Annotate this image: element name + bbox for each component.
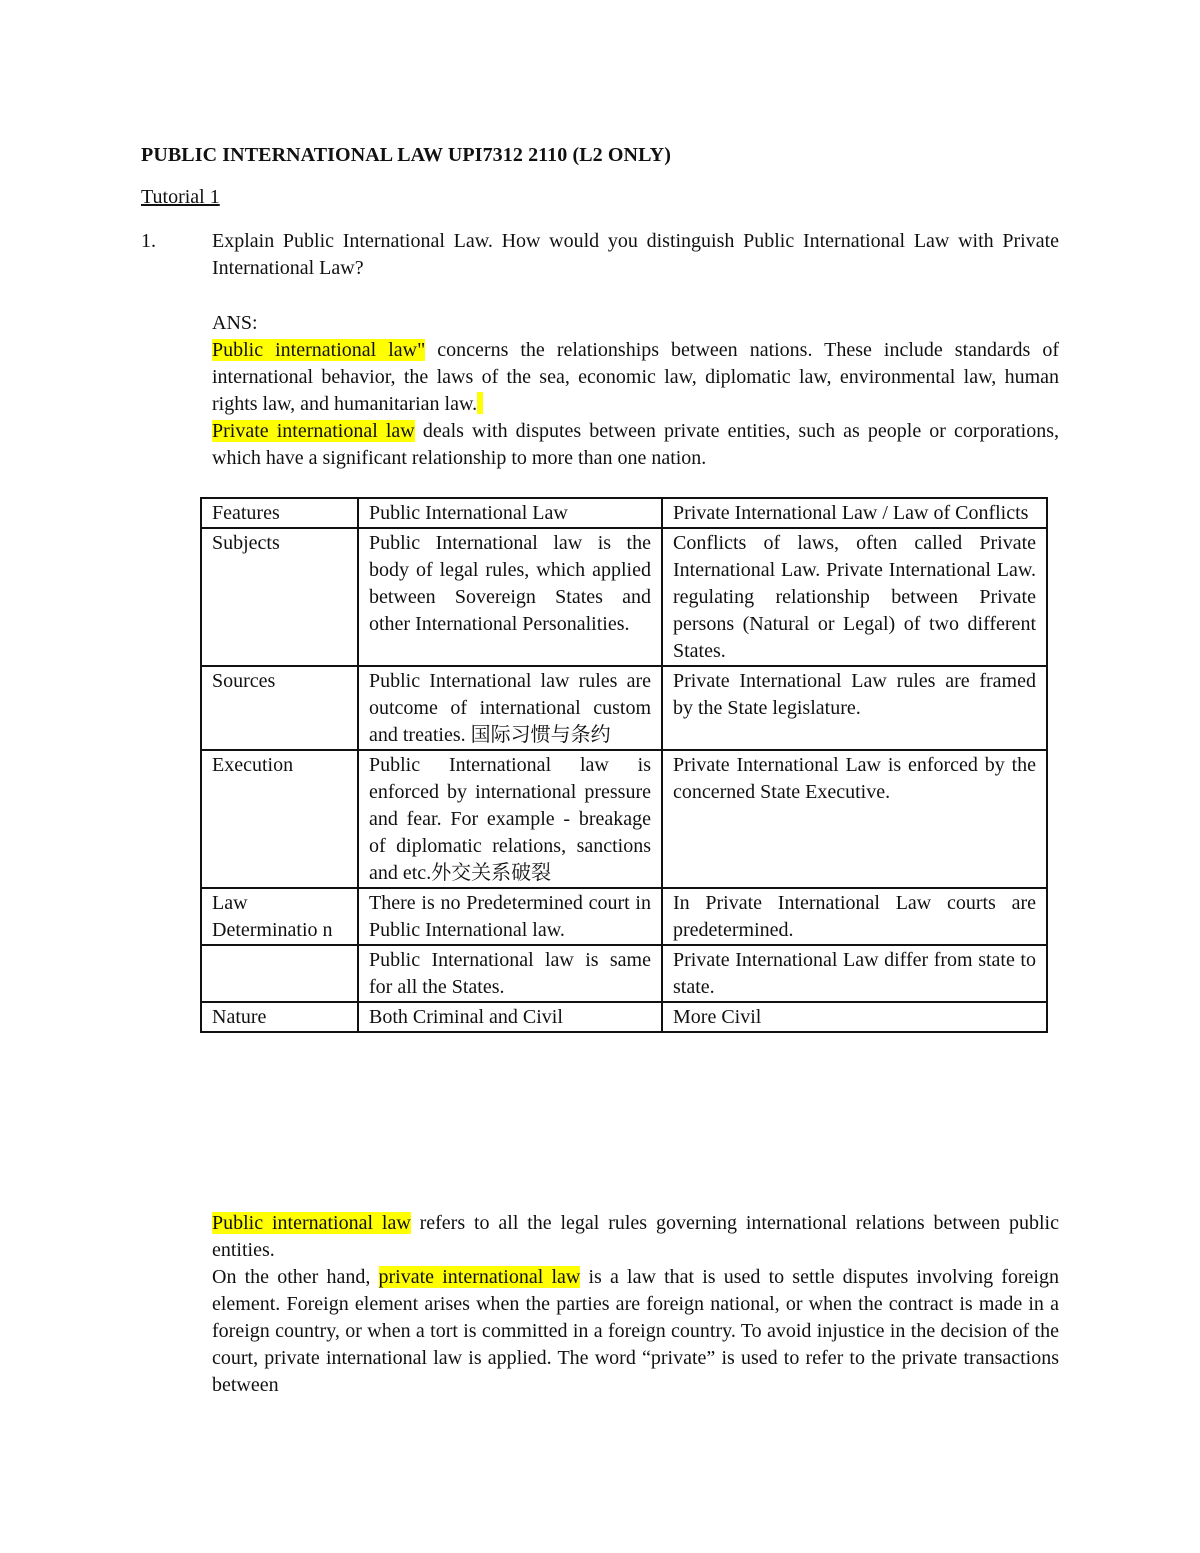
table-cell-feature: Execution xyxy=(201,750,358,888)
explanation-block xyxy=(212,1210,1059,1399)
table-cell-private: More Civil xyxy=(662,1002,1047,1032)
table-row xyxy=(201,528,1047,666)
answer-private-text: deals with disputes between private entities, such as people or corporations, which have a significant relationship to more than one nation. xyxy=(212,420,1060,469)
table-cell-public: Public International law rules are outcome of international custom and treaties. 国际习惯与条约 xyxy=(358,666,662,750)
table-header-cell: Private International Law / Law of Conflicts xyxy=(662,498,1047,528)
table-row xyxy=(201,888,1047,945)
document-title: PUBLIC INTERNATIONAL LAW UPI7312 2110 (L2 ONLY) xyxy=(141,144,671,166)
question-1 xyxy=(141,228,1059,282)
table-cell-private: Private International Law is enforced by the concerned State Executive. xyxy=(662,750,1047,888)
table-cell-public: Public International law is enforced by international pressure and fear. For example - breakage of diplomatic relations, sanctions and etc.外交关系破裂 xyxy=(358,750,662,888)
answer-label: ANS: xyxy=(212,312,258,334)
highlight-public-law: Public international law xyxy=(212,1212,411,1234)
explanation-paragraph-public xyxy=(212,1210,1059,1264)
comparison-table xyxy=(200,497,1048,1033)
table-cell-feature: Law Determinatio n xyxy=(201,888,358,945)
highlight-marker xyxy=(477,392,483,414)
highlight-public-law: Public international law" xyxy=(212,339,426,361)
table-row xyxy=(201,1002,1047,1032)
table-cell-feature: Sources xyxy=(201,666,358,750)
explanation-lead-in: On the other hand, xyxy=(212,1266,379,1288)
table-row xyxy=(201,666,1047,750)
table-cell-public: Public International law is the body of legal rules, which applied between Sovereign States and other International Personalities. xyxy=(358,528,662,666)
highlight-private-law: private international law xyxy=(378,1266,581,1288)
question-number: 1. xyxy=(141,230,156,252)
table-cell-public: Public International law is same for all the States. xyxy=(358,945,662,1002)
highlight-private-law: Private international law xyxy=(212,420,415,442)
table-cell-feature: Subjects xyxy=(201,528,358,666)
table-header-row xyxy=(201,498,1047,528)
tutorial-heading: Tutorial 1 xyxy=(141,186,220,208)
answer-public-text: concerns the relationships between nations. These include standards of international behavior, the laws of the sea, economic law, diplomatic law, environmental law, human rights law, and humanitarian law. xyxy=(212,339,1059,415)
table-cell-public: Both Criminal and Civil xyxy=(358,1002,662,1032)
answer-paragraph-private xyxy=(212,418,1059,472)
table-cell-feature: Nature xyxy=(201,1002,358,1032)
table-header-cell: Features xyxy=(201,498,358,528)
explanation-paragraph-private xyxy=(212,1264,1059,1399)
table-row xyxy=(201,750,1047,888)
table-row xyxy=(201,945,1047,1002)
table-cell-private: Conflicts of laws, often called Private International Law. Private International Law. regulating relationship between Private persons (Natural or Legal) of two different States. xyxy=(662,528,1047,666)
answer-paragraph-public xyxy=(212,337,1059,418)
table-header-cell: Public International Law xyxy=(358,498,662,528)
question-text: Explain Public International Law. How would you distinguish Public International Law with Private International Law? xyxy=(212,230,1059,279)
table-cell-private: Private International Law rules are framed by the State legislature. xyxy=(662,666,1047,750)
explanation-private-text: is a law that is used to settle disputes involving foreign element. Foreign element arises when the parties are foreign national, or when the contract is made in a foreign country, or when a tort is committed in a foreign country. To avoid injustice in the decision of the court, private international law is applied. The word “private” is used to refer to the private transactions between xyxy=(212,1266,1059,1396)
table-cell-private: In Private International Law courts are predetermined. xyxy=(662,888,1047,945)
table-cell-feature xyxy=(201,945,358,1002)
answer-block xyxy=(212,310,1059,472)
explanation-public-text: refers to all the legal rules governing international relations between public entities. xyxy=(212,1212,1059,1261)
table-cell-public: There is no Predetermined court in Public International law. xyxy=(358,888,662,945)
table-cell-private: Private International Law differ from state to state. xyxy=(662,945,1047,1002)
